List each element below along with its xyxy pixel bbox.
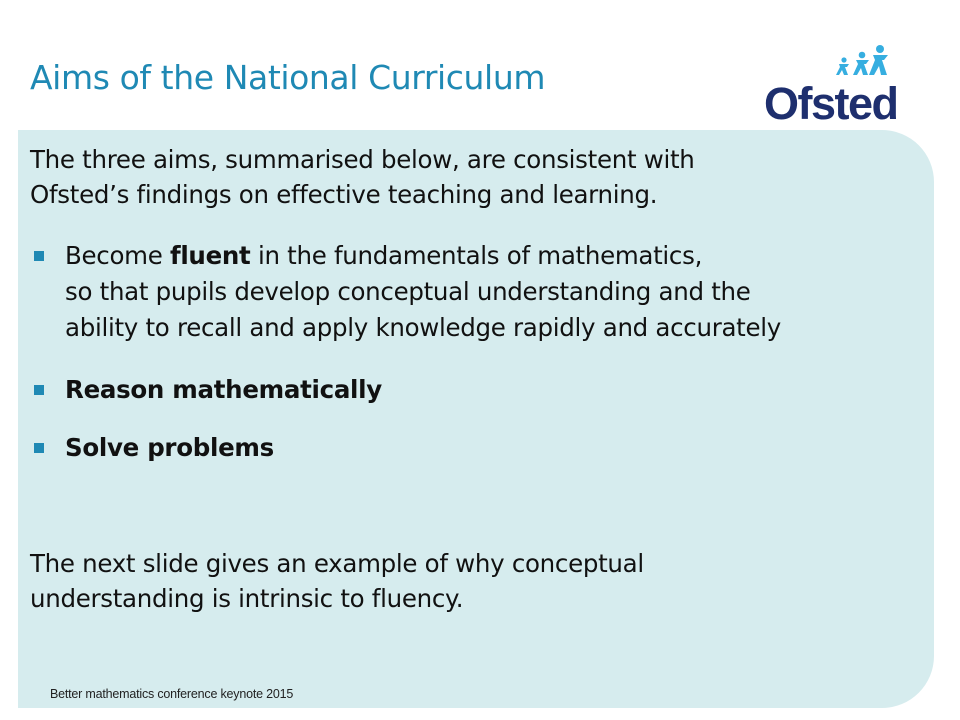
content-panel bbox=[18, 130, 934, 708]
ofsted-figures-icon bbox=[836, 45, 888, 75]
slide-footer: Better mathematics conference keynote 2015 bbox=[50, 687, 294, 701]
bullet-emphasis: Solve problems bbox=[65, 433, 274, 462]
intro-line: The three aims, summarised below, are consistent with bbox=[30, 145, 695, 174]
ofsted-logo bbox=[762, 42, 914, 122]
slide-title: Aims of the National Curriculum bbox=[30, 58, 546, 97]
bullet-emphasis: fluent bbox=[169, 241, 251, 270]
square-bullet-icon bbox=[34, 443, 44, 453]
ofsted-wordmark: Ofsted bbox=[764, 78, 898, 122]
intro-text bbox=[30, 142, 695, 212]
bullet-emphasis: Reason mathematically bbox=[65, 375, 382, 404]
closing-line: understanding is intrinsic to fluency. bbox=[30, 584, 464, 613]
square-bullet-icon bbox=[34, 251, 44, 261]
bullet-line: so that pupils develop conceptual understanding and the bbox=[65, 277, 751, 306]
square-bullet-icon bbox=[34, 385, 44, 395]
intro-line: Ofsted’s findings on effective teaching and learning. bbox=[30, 180, 658, 209]
bullet-line: ability to recall and apply knowledge rapidly and accurately bbox=[65, 313, 781, 342]
bullet-text: Become bbox=[65, 241, 170, 270]
closing-line: The next slide gives an example of why conceptual bbox=[30, 549, 644, 578]
bullet-line bbox=[65, 238, 781, 274]
closing-text bbox=[30, 546, 644, 616]
bullet-text: in the fundamentals of mathematics, bbox=[250, 241, 703, 270]
